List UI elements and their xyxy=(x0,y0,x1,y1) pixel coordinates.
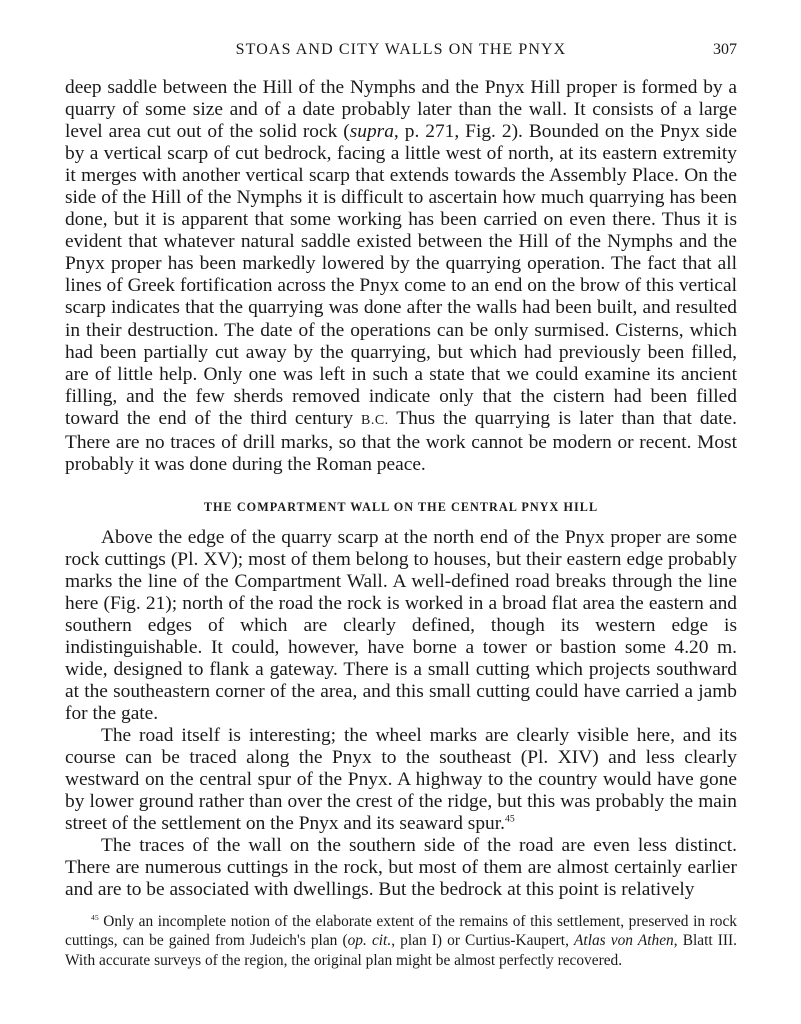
footnote-text-1: Only an incomplete notion of the elaborate extent of the remains of this settlement, preserved in rock cuttings, can be gained from Judeich's plan ( xyxy=(65,913,737,950)
paragraph-quarry-text-3: Thus the quarrying is later than that date. There are no traces of drill marks, so that the work cannot be modern or recent. Most probably it was done during the Roman peace. xyxy=(65,407,737,475)
paragraph-quarry xyxy=(65,77,737,476)
footnote-reference: 45 xyxy=(504,813,515,825)
op-cit-reference: op. cit. xyxy=(347,932,392,950)
era-abbreviation: B.C. xyxy=(361,412,389,428)
paragraph-road-text: The road itself is interesting; the wheel marks are clearly visible here, and its course can be traced along the Pnyx to the southeast (Pl. XIV) and less clearly westward on the central spur of the Pnyx. A highway to the country would have gone by lower ground rather than over the crest of the ridge, but this was probably the main street of the settlement on the Pnyx and its seaward spur. xyxy=(65,725,737,835)
footnote xyxy=(65,912,737,970)
footnote-text-3: , Blatt III. With accurate surveys of the region, the original plan might be almost perfectly recovered. xyxy=(65,932,737,969)
paragraph-wall-traces: The traces of the wall on the southern side of the road are even less distinct. There are numerous cuttings in the rock, but most of them are almost certainly earlier and are to be associated with dwellings. But the bedrock at this point is relatively xyxy=(65,835,737,901)
running-title: STOAS AND CITY WALLS ON THE PNYX xyxy=(235,41,567,58)
page-number: 307 xyxy=(713,41,737,58)
section-heading: THE COMPARTMENT WALL ON THE CENTRAL PNYX HILL xyxy=(203,500,599,514)
paragraph-rock-cuttings: Above the edge of the quarry scarp at the north end of the Pnyx proper are some rock cuttings (Pl. XV); most of them belong to houses, but their eastern edge probably marks the line of the Compartment Wall. A well-defined road breaks through the line here (Fig. 21); north of the road the rock is worked in a broad flat area the eastern and southern edges of which are clearly defined, though its western edge is indistinguishable. It could, however, have borne a tower or bastion some 4.20 m. wide, designed to flank a gateway. There is a small cutting which projects southward at the southeastern corner of the area, and this small cutting could have carried a jamb for the gate. xyxy=(65,527,737,725)
atlas-title: Atlas von Athen xyxy=(574,932,674,950)
paragraph-quarry-text-1: deep saddle between the Hill of the Nymphs and the Pnyx Hill proper is formed by a quarry of some size and of a date probably later than the wall. It consists of a large level area cut out of the solid rock ( xyxy=(65,77,737,143)
footnote-text-2: , plan I) or Curtius-Kaupert, xyxy=(391,932,575,950)
supra-reference: supra xyxy=(349,121,394,143)
footnote-number: 45 xyxy=(91,913,99,923)
running-head xyxy=(65,40,737,62)
paragraph-road xyxy=(65,725,737,835)
paragraph-quarry-text-2: , p. 271, Fig. 2). Bounded on the Pnyx side by a vertical scarp of cut bedrock, facing a little west of north, at its eastern extremity it merges with another vertical scarp that extends towards the Assembly Place. On the side of the Hill of the Nymphs it is difficult to ascertain how much quarrying has been done, but it is apparent that some working has been carried on even there. Thus it is evident that whatever natural saddle existed between the Hill of the Nymphs and the Pnyx proper has been markedly lowered by the quarrying operation. The fact that all lines of Greek fortification across the Pnyx come to an end on the brow of this vertical scarp indicates that the quarrying was done after the walls had been built, and resulted in their destruction. The date of the operations can be only surmised. Cisterns, which had been partially cut away by the quarrying, but which had previously been filled, are of little help. Only one was left in such a state that we could examine its ancient filling, and the few sherds removed indicate only that the cistern had been filled toward the end of the third century xyxy=(65,121,737,429)
